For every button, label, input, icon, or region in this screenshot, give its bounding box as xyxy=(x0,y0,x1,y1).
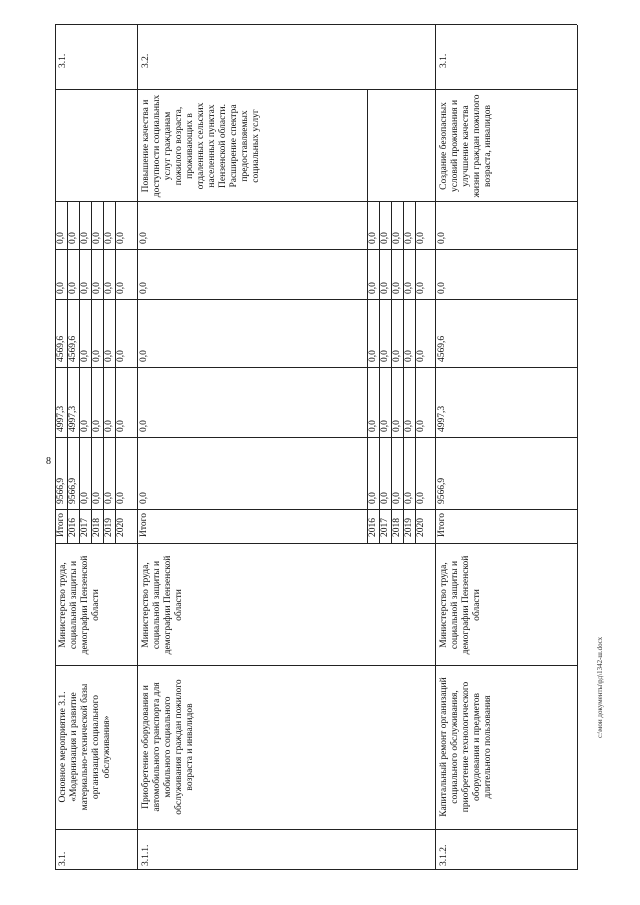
row1-other: 0,0 xyxy=(104,232,114,244)
row1-loc: 0,0 xyxy=(68,282,78,294)
row1-other: 0,0 xyxy=(56,232,66,244)
row1-reg: 0,0 xyxy=(104,350,114,362)
row1-total: 0,0 xyxy=(92,492,102,504)
rotated-table-sheet xyxy=(55,25,577,870)
row1-fed: 0,0 xyxy=(92,420,102,432)
row1-year: 2019 xyxy=(104,518,114,537)
row1-reg: 4569,6 xyxy=(56,335,66,362)
row1-total: 0,0 xyxy=(80,492,90,504)
row2-reg: 0,0 xyxy=(368,350,378,362)
row2-total: 0,0 xyxy=(416,492,426,504)
row1-loc: 0,0 xyxy=(116,282,126,294)
col-line-code xyxy=(55,829,577,830)
row2-fed: 0,0 xyxy=(368,420,378,432)
row-separator-1 xyxy=(137,25,138,870)
row1-fed: 0,0 xyxy=(116,420,126,432)
row3-title: Капитальный ремонт организаций социального обслуживания, приобретение технологического оборудования и предметов длительного пользования xyxy=(439,677,493,817)
row2-loc: 0,0 xyxy=(139,282,149,294)
row2-loc: 0,0 xyxy=(380,282,390,294)
row2-executor: Министерство труда, социальной защиты и демографии Пензенской области xyxy=(141,555,184,655)
col-line-title xyxy=(55,665,577,666)
col-line-result xyxy=(55,89,577,90)
row2-reg: 0,0 xyxy=(392,350,402,362)
row1-target: 3.1. xyxy=(58,53,68,68)
table-border-left xyxy=(55,869,577,870)
row3-total: 9566,9 xyxy=(437,477,447,504)
row2-year: 2019 xyxy=(404,518,414,537)
row2-total: 0,0 xyxy=(368,492,378,504)
row2-reg: 0,0 xyxy=(404,350,414,362)
row2-total: 0,0 xyxy=(139,492,149,504)
row1-total: 9566,9 xyxy=(56,477,66,504)
result-split-line xyxy=(367,90,368,202)
row1-other: 0,0 xyxy=(92,232,102,244)
row1-fed: 0,0 xyxy=(80,420,90,432)
row2-loc: 0,0 xyxy=(404,282,414,294)
table-border-right xyxy=(55,24,577,25)
row2-reg: 0,0 xyxy=(416,350,426,362)
row3-target: 3.1. xyxy=(439,53,449,68)
row1-year: 2017 xyxy=(80,518,90,537)
row1-total: 9566,9 xyxy=(68,477,78,504)
row2-year-total-label: Итого xyxy=(139,512,149,537)
row2-code: 3.1.1. xyxy=(141,844,151,866)
row2-reg: 0,0 xyxy=(380,350,390,362)
row1-other: 0,0 xyxy=(80,232,90,244)
row2-title: Приобретение оборудования и автомобильного транспорта для мобильного социального обслуживания граждан пожилого возраста и инвалидов xyxy=(141,679,195,815)
row1-year: 2020 xyxy=(116,518,126,537)
row1-year: 2016 xyxy=(68,518,78,537)
row2-loc: 0,0 xyxy=(392,282,402,294)
row1-fed: 4997,3 xyxy=(56,405,66,432)
row2-loc: 0,0 xyxy=(416,282,426,294)
col-line-other xyxy=(55,201,577,202)
row3-executor: Министерство труда, социальной защиты и демографии Пензенской области xyxy=(439,555,482,655)
row1-other: 0,0 xyxy=(68,232,78,244)
row3-result: Создание безопасных условий проживания и улучшение качества жизни граждан пожилого возраста, инвалидов xyxy=(439,94,493,198)
row1-total: 0,0 xyxy=(104,492,114,504)
row1-executor: Министерство труда, социальной защиты и демографии Пензенской области xyxy=(58,555,101,655)
col-line-loc xyxy=(55,249,577,250)
row3-reg: 4569,6 xyxy=(437,335,447,362)
row-separator-2 xyxy=(435,25,436,870)
row2-year: 2016 xyxy=(368,518,378,537)
row1-year: 2018 xyxy=(92,518,102,537)
row1-reg: 0,0 xyxy=(92,350,102,362)
row2-result: Повышение качества и доступности социальных услуг гражданам пожилого возраста, проживающих в отдаленных сельских населенных пунктах Пензенской области. Расширение спектра предоставляемых социальных услуг xyxy=(141,94,261,198)
row2-fed: 0,0 xyxy=(404,420,414,432)
row1-total: 0,0 xyxy=(116,492,126,504)
row1-loc: 0,0 xyxy=(80,282,90,294)
row1-title: Основное мероприятие 3.1. «Модернизация и развитие материально-технической базы организаций социального обслуживания» xyxy=(58,683,112,811)
row2-total: 0,0 xyxy=(380,492,390,504)
row3-loc: 0,0 xyxy=(437,282,447,294)
col-line-reg xyxy=(55,299,577,300)
col-line-fed xyxy=(55,367,577,368)
row2-year: 2017 xyxy=(380,518,390,537)
row2-other: 0,0 xyxy=(404,232,414,244)
row1-reg: 0,0 xyxy=(116,350,126,362)
row1-reg: 4569,6 xyxy=(68,335,78,362)
row1-code: 3.1. xyxy=(58,851,68,866)
col-line-years xyxy=(55,509,577,510)
row1-loc: 0,0 xyxy=(92,282,102,294)
row3-code: 3.1.2. xyxy=(439,844,449,866)
row2-target: 3.2. xyxy=(141,53,151,68)
row1-fed: 0,0 xyxy=(104,420,114,432)
row2-other: 0,0 xyxy=(368,232,378,244)
row3-other: 0,0 xyxy=(437,232,447,244)
row2-loc: 0,0 xyxy=(368,282,378,294)
page-number: 8 xyxy=(46,456,51,467)
row2-reg: 0,0 xyxy=(139,350,149,362)
row2-fed: 0,0 xyxy=(380,420,390,432)
row1-loc: 0,0 xyxy=(56,282,66,294)
row2-fed: 0,0 xyxy=(392,420,402,432)
row2-other: 0,0 xyxy=(392,232,402,244)
footer-file-path: c:\мои документы\рд\1342-ш.docx xyxy=(596,636,604,738)
row2-total: 0,0 xyxy=(404,492,414,504)
row2-year: 2020 xyxy=(416,518,426,537)
row1-loc: 0,0 xyxy=(104,282,114,294)
row1-fed: 4997,3 xyxy=(68,405,78,432)
table-border-top xyxy=(55,25,56,870)
row2-total: 0,0 xyxy=(392,492,402,504)
col-line-executor xyxy=(55,543,577,544)
table-border-bottom xyxy=(577,25,578,870)
row3-fed: 4997,3 xyxy=(437,405,447,432)
row1-other: 0,0 xyxy=(116,232,126,244)
row2-other: 0,0 xyxy=(139,232,149,244)
row1-year: Итого xyxy=(56,512,66,537)
row1-reg: 0,0 xyxy=(80,350,90,362)
col-line-total xyxy=(55,437,577,438)
row2-fed: 0,0 xyxy=(139,420,149,432)
row2-other: 0,0 xyxy=(416,232,426,244)
row2-fed: 0,0 xyxy=(416,420,426,432)
row3-year: Итого xyxy=(437,512,447,537)
row2-year: 2018 xyxy=(392,518,402,537)
row2-other: 0,0 xyxy=(380,232,390,244)
